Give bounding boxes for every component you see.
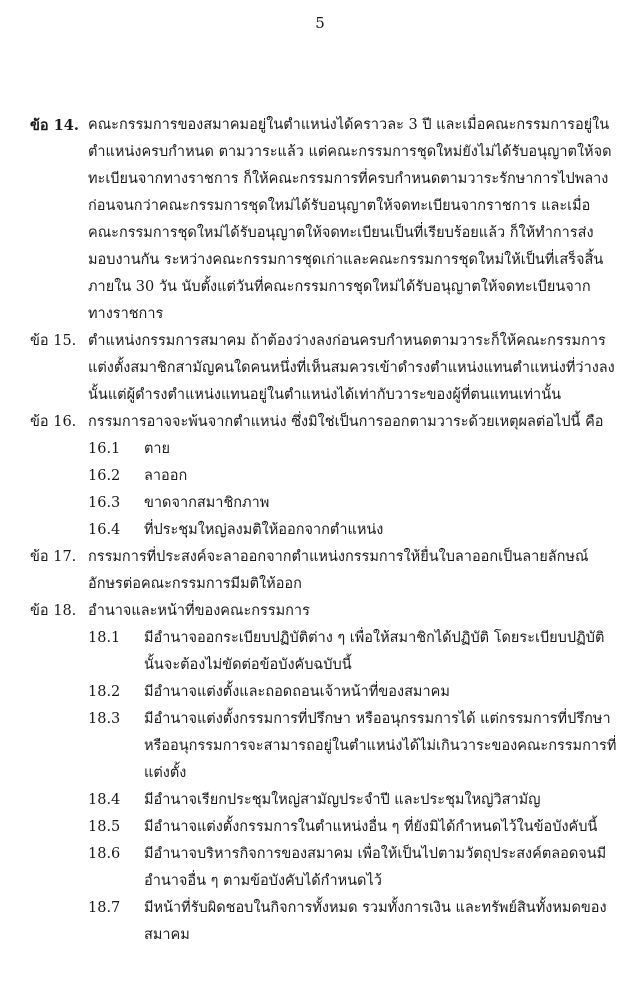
clause-16 [30,409,622,436]
clause-15 [30,328,622,409]
clause-18 [30,598,622,625]
text-line: หรืออนุกรรมการจะสามารถอยู่ในตำแหน่งได้ไม่เกินวาระของคณะกรรมการที่ [144,738,617,754]
text-line: ก่อนจนกว่าคณะกรรมการชุดใหม่ได้รับอนุญาตให้จดทะเบียนจากราชการ และเมื่อ [88,198,591,214]
sub-clause-number: 18.2 [88,684,121,700]
text-line: มีอำนาจเรียกประชุมใหญ่สามัญประจำปี และประชุมใหญ่วิสามัญ [144,792,541,808]
sub-clause-number: 18.6 [88,846,121,862]
text-line: คณะกรรมการของสมาคมอยู่ในตำแหน่งได้คราวละ 3 ปี และเมื่อคณะกรรมการอยู่ใน [88,117,610,133]
sub-clause-number: 16.4 [88,522,121,538]
sub-clause-16-3 [88,490,622,517]
clause-text [88,598,622,625]
sub-clause-18-3 [88,706,622,787]
text-line: คณะกรรมการชุดใหม่ได้รับอนุญาตให้จดทะเบียนเป็นที่เรียบร้อยแล้ว ก็ให้ทำการส่ง [88,225,594,241]
text-line: แต่งตั้งสมาชิกสามัญคนใดคนหนึ่งที่เห็นสมควรเข้าดำรงตำแหน่งแทนตำแหน่งที่ว่างลง [88,360,615,376]
sub-clause-number: 16.2 [88,468,121,484]
text-line: สมาคม [144,927,190,943]
text-line: อำนาจและหน้าที่ของคณะกรรมการ [88,603,310,619]
sub-clause-18-2 [88,679,622,706]
sub-clause-number: 18.3 [88,711,121,727]
text-line: มีอำนาจแต่งตั้งกรรมการในตำแหน่งอื่น ๆ ที่ยังมิได้กำหนดไว้ในข้อบังคับนี้ [144,819,598,835]
text-line: ที่ประชุมใหญ่ลงมติให้ออกจากตำแหน่ง [144,522,384,538]
text-line: นั้นแต่ผู้ดำรงตำแหน่งแทนอยู่ในตำแหน่งได้เท่ากับวาระของผู้ที่ตนแทนเท่านั้น [88,387,562,403]
text-line: มีอำนาจบริหารกิจการของสมาคม เพื่อให้เป็นไปตามวัตถุประสงค์ตลอดจนมี [144,846,607,862]
text-line: ลาออก [144,468,188,484]
sub-clause-number: 18.7 [88,900,121,916]
text-line: ตำแหน่งครบกำหนด ตามวาระแล้ว แต่คณะกรรมการชุดใหม่ยังไม่ได้รับอนุญาตให้จด [88,144,612,160]
sub-clause-18-7 [88,895,622,949]
text-line: อักษรต่อคณะกรรมการมีมติให้ออก [88,576,302,592]
text-line: นั้นจะต้องไม่ขัดต่อข้อบังคับฉบับนี้ [144,657,352,673]
sub-clause-number: 18.4 [88,792,121,808]
text-line: มีอำนาจแต่งตั้งกรรมการที่ปรึกษา หรืออนุกรรมการได้ แต่กรรมการที่ปรึกษา [144,711,611,727]
sub-clause-18-1 [88,625,622,679]
clause-label: ข้อ 18. [30,603,77,619]
sub-clause-number: 18.1 [88,630,121,646]
sub-clause-16-1 [88,436,622,463]
text-line: ขาดจากสมาชิกภาพ [144,495,270,511]
text-line: มีอำนาจแต่งตั้งและถอดถอนเจ้าหน้าที่ของสมาคม [144,684,450,700]
clause-text [88,112,622,328]
clause-label: ข้อ 16. [30,414,77,430]
document-body [30,112,622,949]
text-line: อำนาจอื่น ๆ ตามข้อบังคับได้กำหนดไว้ [144,873,382,889]
text-line: ทะเบียนจากทางราชการ ก็ให้คณะกรรมการที่ครบกำหนดตามวาระรักษาการไปพลาง [88,171,609,187]
sub-clause-number: 16.3 [88,495,121,511]
text-line: มอบงานกัน ระหว่างคณะกรรมการชุดเก่าและคณะกรรมการชุดใหม่ให้เป็นที่เสร็จสิ้น [88,252,604,268]
text-line: ตำแหน่งกรรมการสมาคม ถ้าต้องว่างลงก่อนครบกำหนดตามวาระก็ให้คณะกรรมการ [88,333,606,349]
clause-text [88,409,622,436]
text-line: แต่งตั้ง [144,765,187,781]
text-line: มีอำนาจออกระเบียบปฏิบัติต่าง ๆ เพื่อให้สมาชิกได้ปฏิบัติ โดยระเบียบปฏิบัติ [144,630,605,646]
text-line: กรรมการอาจจะพ้นจากตำแหน่ง ซึ่งมิใช่เป็นการออกตามวาระด้วยเหตุผลต่อไปนี้ คือ [88,414,604,430]
sub-clause-16-2 [88,463,622,490]
clause-17 [30,544,622,598]
clause-14 [30,112,622,328]
sub-clause-16-4 [88,517,622,544]
text-line: ภายใน 30 วัน นับตั้งแต่วันที่คณะกรรมการชุดใหม่ได้รับอนุญาตให้จดทะเบียนจาก [88,279,591,295]
sub-clause-18-4 [88,787,622,814]
text-line: มีหน้าที่รับผิดชอบในกิจการทั้งหมด รวมทั้งการเงิน และทรัพย์สินทั้งหมดของ [144,900,607,916]
clause-text [88,328,622,409]
sub-clause-18-5 [88,814,622,841]
clause-label: ข้อ 17. [30,549,77,565]
clause-label: ข้อ 14. [30,117,79,134]
text-line: ทางราชการ [88,306,164,322]
sub-clause-number: 16.1 [88,441,121,457]
clause-label: ข้อ 15. [30,333,77,349]
text-line: ตาย [144,441,171,457]
clause-text [88,544,622,598]
text-line: กรรมการที่ประสงค์จะลาออกจากตำแหน่งกรรมการให้ยื่นใบลาออกเป็นลายลักษณ์ [88,549,589,565]
sub-clause-18-6 [88,841,622,895]
sub-clause-number: 18.5 [88,819,121,835]
page-number: 5 [315,14,325,32]
